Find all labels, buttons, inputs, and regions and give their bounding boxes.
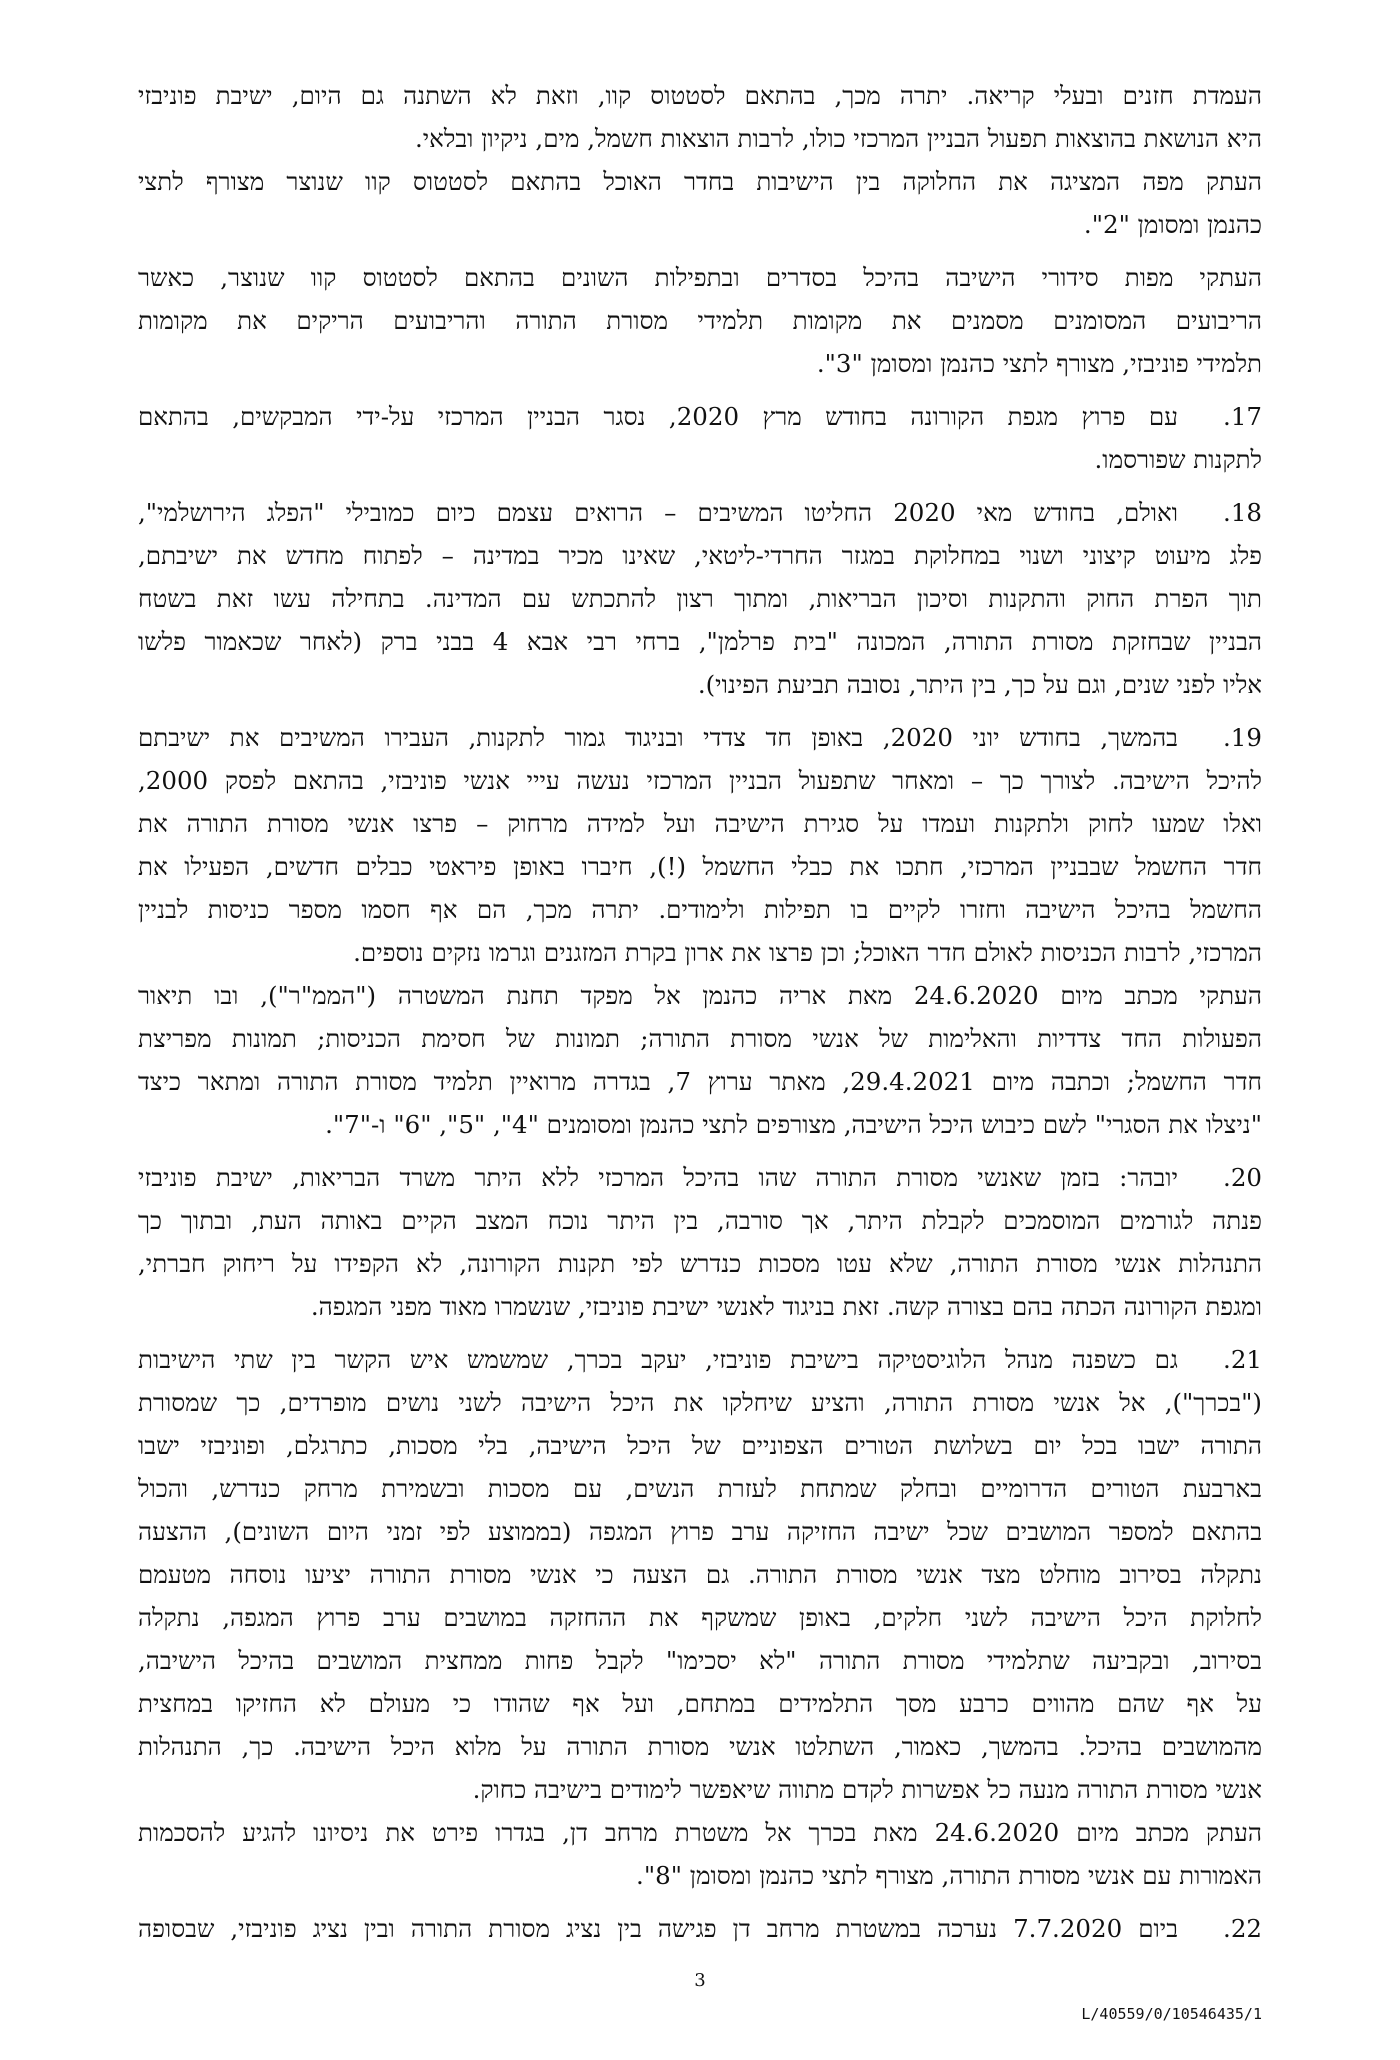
text-line <box>138 1381 1262 1424</box>
section-number: 17. <box>1223 402 1262 431</box>
text-line <box>138 395 1262 438</box>
text-line <box>138 74 1262 117</box>
section-number: 21. <box>1223 1345 1262 1374</box>
text-line <box>138 1467 1262 1510</box>
line-text: אליו לפני שנים, וגם על כך, בין היתר, נסובה תביעת הפינוי). <box>697 670 1262 699</box>
line-text: ואלו שמעו לחוק ולתקנות ועמדו על סגירת הישיבה ועל למידה מרחוק – פרצו אנשי מסורת התורה את <box>138 809 1262 838</box>
line-text: ביום 7.7.2020 נערכה במשטרת מרחב דן פגישה בין נציג מסורת התורה ובין נציג פוניבזי, שבסופה <box>138 1914 1179 1943</box>
text-line <box>138 759 1262 802</box>
line-text: החשמל בהיכל הישיבה וחזרו לקיים בו תפילות ולימודים. יתרה מכך, הם אף חסמו מספר כניסות לבניין <box>138 895 1262 924</box>
line-text: "ניצלו את הסגרי" לשם כיבוש היכל הישיבה, מצורפים לתצי כהנמן ומסומנים "4", "5", "6" ו-"7". <box>325 1110 1262 1139</box>
section-number: 19. <box>1223 723 1262 752</box>
line-text: חדר החשמל שבבניין המרכזי, חתכו את כבלי החשמל (!), חיברו באופן פיראטי כבלים חדשים, הפעילו את <box>138 852 1262 881</box>
line-text: הפעולות החד צדדיות והאלימות של אנשי מסורת התורה; תמונות של חסימת הכניסות; תמונות מפריצת <box>138 1024 1262 1053</box>
line-text: העמדת חזנים ובעלי קריאה. יתרה מכך, בהתאם לסטטוס קוו, וזאת לא השתנה גם היום, ישיבת פוניבזי <box>138 81 1262 110</box>
text-line <box>138 203 1262 246</box>
text-line <box>138 1424 1262 1467</box>
text-line <box>138 802 1262 845</box>
line-text: תוך הפרת החוק והתקנות וסיכון הבריאות, ומתוך רצון להתכתש עם המדינה. בתחילה עשו זאת בשטח <box>138 584 1262 613</box>
line-text: האמורות עם אנשי מסורת התורה, מצורף לתצי כהנמן ומסומן "8". <box>636 1861 1262 1890</box>
line-text: גם כשפנה מנהל הלוגיסטיקה בישיבת פוניבזי, יעקב בכרך, שמשמש איש הקשר בין שתי הישיבות <box>138 1345 1178 1374</box>
line-text: מהמושבים בהיכל. בהמשך, כאמור, השתלטו אנשי מסורת התורה על מלוא היכל הישיבה. כך, התנהלות <box>138 1732 1262 1761</box>
line-text: העתק מפה המציגה את החלוקה בין הישיבות בחדר האוכל בהתאם לסטטוס קוו שנוצר מצורף לתצי <box>138 167 1262 196</box>
line-text: על אף שהם מהווים כרבע מסך התלמידים במתחם, ועל אף שהודו כי מעולם לא החזיקו במחצית <box>138 1689 1262 1718</box>
section-number: 18. <box>1223 498 1262 527</box>
line-text: הבניין שבחזקת מסורת התורה, המכונה "בית פרלמן", ברחי רבי אבא 4 בבני ברק (לאחר שכאמור פלשו <box>138 627 1262 656</box>
text-line <box>138 1242 1262 1285</box>
text-line <box>138 1639 1262 1682</box>
text-line <box>138 117 1262 160</box>
line-text: ואולם, בחודש מאי 2020 החליטו המשיבים – הרואים עצמם כיום כמובילי "הפלג הירושלמי", <box>138 498 1178 527</box>
document-reference: L/40559/0/10546435/1 <box>1081 2005 1262 2023</box>
text-line <box>138 1103 1262 1146</box>
text-line <box>138 1768 1262 1811</box>
text-line <box>138 256 1262 299</box>
text-line <box>138 577 1262 620</box>
text-line <box>138 1725 1262 1768</box>
line-text: עם פרוץ מגפת הקורונה בחודש מרץ 2020, נסגר הבניין המרכזי על-ידי המבקשים, בהתאם <box>138 402 1178 431</box>
text-line <box>138 974 1262 1017</box>
text-line <box>138 845 1262 888</box>
text-line <box>138 716 1262 759</box>
text-line <box>138 1510 1262 1553</box>
line-text: היא הנושאת בהוצאות תפעול הבניין המרכזי כולו, לרבות הוצאות חשמל, מים, ניקיון ובלאי. <box>414 124 1262 153</box>
text-line <box>138 888 1262 931</box>
text-line <box>138 620 1262 663</box>
page-number: 3 <box>694 1970 706 1991</box>
line-text: העתק מכתב מיום 24.6.2020 מאת בכרך אל משטרת מרחב דן, בגדרו פירט את ניסיונו להגיע להסכמות <box>138 1818 1262 1847</box>
text-line <box>138 160 1262 203</box>
text-line <box>138 438 1262 481</box>
text-line <box>138 1596 1262 1639</box>
text-line <box>138 1338 1262 1381</box>
line-text: ומגפת הקורונה הכתה בהם בצורה קשה. זאת בניגוד לאנשי ישיבת פוניבזי, שנשמרו מאוד מפני המגפה. <box>310 1292 1262 1321</box>
line-text: פלג מיעוט קיצוני ושנוי במחלוקת במגזר החרדי-ליטאי, שאינו מכיר במדינה – לפתוח מחדש את ישיבתם, <box>138 541 1262 570</box>
text-line <box>138 299 1262 342</box>
text-line <box>138 1854 1262 1897</box>
text-line <box>138 1285 1262 1328</box>
text-line <box>138 1553 1262 1596</box>
line-text: בארבעת הטורים הדרומיים ובחלק שמתחת לעזרת הנשים, עם מסכות ובשמירת מרחק כנדרש, והכול <box>138 1474 1262 1503</box>
text-line <box>138 1811 1262 1854</box>
line-text: התנהלות אנשי מסורת התורה, שלא עטו מסכות כנדרש לפי תקנות הקורונה, לא הקפידו על ריחוק חברתי, <box>138 1249 1262 1278</box>
text-line <box>138 1682 1262 1725</box>
line-text: לחלוקת היכל הישיבה לשני חלקים, באופן שמשקף את ההחזקה במושבים ערב פרוץ המגפה, נתקלה <box>138 1603 1262 1632</box>
line-text: תלמידי פוניבזי, מצורף לתצי כהנמן ומסומן "3". <box>816 349 1262 378</box>
text-line <box>138 342 1262 385</box>
line-text: המרכזי, לרבות הכניסות לאולם חדר האוכל; וכן פרצו את ארון בקרת המזגנים וגרמו נזקים נוספים. <box>353 938 1262 967</box>
line-text: לתקנות שפורסמו. <box>1094 445 1262 474</box>
text-line <box>138 931 1262 974</box>
text-line <box>138 1060 1262 1103</box>
line-text: כהנמן ומסומן "2". <box>1083 210 1262 239</box>
text-line <box>138 1156 1262 1199</box>
text-line <box>138 1199 1262 1242</box>
line-text: יובהר: בזמן שאנשי מסורת התורה שהו בהיכל המרכזי ללא היתר משרד הבריאות, ישיבת פוניבזי <box>138 1163 1178 1192</box>
text-line <box>138 491 1262 534</box>
text-line <box>138 1907 1262 1950</box>
section-number: 20. <box>1223 1163 1262 1192</box>
line-text: פנתה לגורמים המוסמכים לקבלת היתר, אך סורבה, בין היתר נוכח המצב הקיים באותה העת, ובתוך כך <box>138 1206 1262 1235</box>
line-text: הריבועים המסומנים מסמנים את מקומות תלמידי מסורת התורה והריבועים הריקים את מקומות <box>138 306 1262 335</box>
line-text: בהתאם למספר המושבים שכל ישיבה החזיקה ערב פרוץ המגפה (בממוצע לפי זמני היום השונים), ההצעה <box>138 1517 1262 1546</box>
section-number: 22. <box>1223 1914 1262 1943</box>
text-line <box>138 663 1262 706</box>
line-text: התורה ישבו בכל יום בשלושת הטורים הצפוניים של היכל הישיבה, בלי מסכות, כתרגלם, ופוניבזי ישבו <box>138 1431 1262 1460</box>
line-text: העתקי מכתב מיום 24.6.2020 מאת אריה כהנמן אל מפקד תחנת המשטרה ("הממ"ר"), ובו תיאור <box>138 981 1262 1010</box>
text-line <box>138 1017 1262 1060</box>
line-text: להיכל הישיבה. לצורך כך – ומאחר שתפעול הבניין המרכזי נעשה עייי אנשי פוניבזי, בהתאם לפסק 2000, <box>138 766 1262 795</box>
line-text: אנשי מסורת התורה מנעה כל אפשרות לקדם מתווה שיאפשר לימודים בישיבה כחוק. <box>472 1775 1262 1804</box>
line-text: ("בכרך"), אל אנשי מסורת התורה, והציע שיחלקו את היכל הישיבה לשני נושים מופרדים, כך שמסורת <box>138 1388 1262 1417</box>
line-text: בסירוב, ובקביעה שתלמידי מסורת התורה "לא יסכימו" לקבל פחות ממחצית המושבים בהיכל הישיבה, <box>138 1646 1262 1675</box>
body-text <box>138 74 1262 1950</box>
text-line <box>138 534 1262 577</box>
line-text: חדר החשמל; וכתבה מיום 29.4.2021, מאתר ערוץ 7, בגדרה מרואיין תלמיד מסורת התורה ומתאר כיצד <box>138 1067 1262 1096</box>
line-text: בהמשך, בחודש יוני 2020, באופן חד צדדי ובניגוד גמור לתקנות, העבירו המשיבים את ישיבתם <box>138 723 1178 752</box>
line-text: נתקלה בסירוב מוחלט מצד אנשי מסורת התורה. גם הצעה כי אנשי מסורת התורה יציעו נוסחה מטעמם <box>138 1560 1262 1589</box>
line-text: העתקי מפות סידורי הישיבה בהיכל בסדרים ובתפילות השונים בהתאם לסטטוס קוו שנוצר, כאשר <box>138 263 1262 292</box>
